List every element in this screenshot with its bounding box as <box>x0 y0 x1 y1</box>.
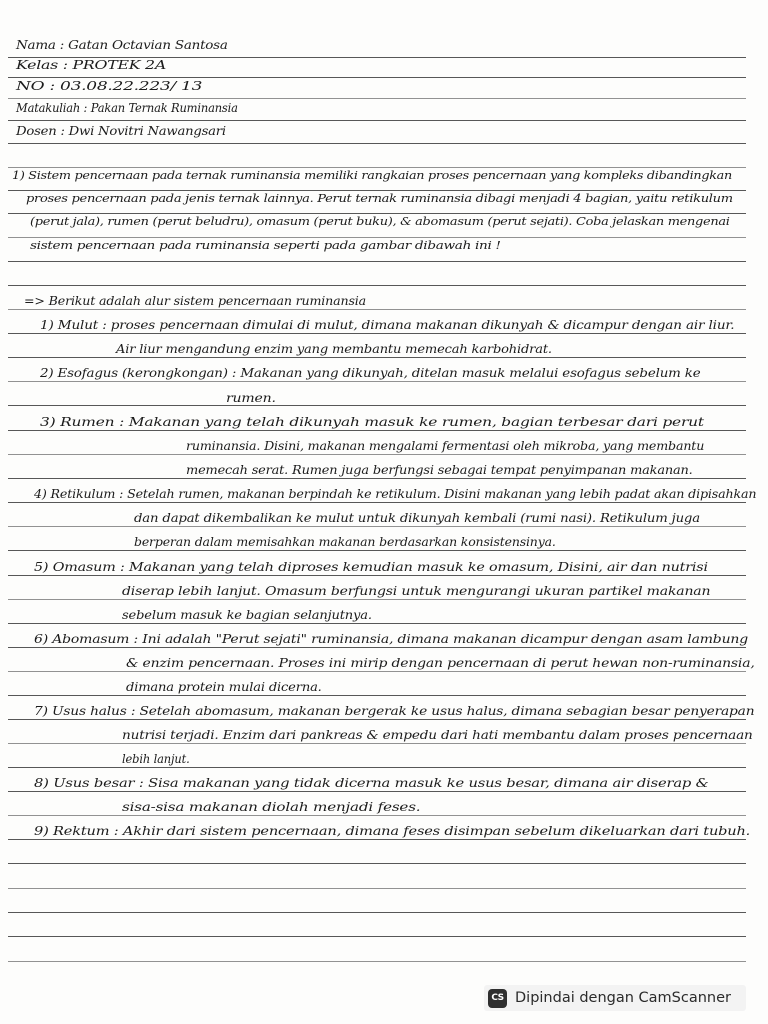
ruled-line <box>8 743 746 744</box>
ruled-line <box>8 719 746 720</box>
answer-line: 9) Rektum : Akhir dari sistem pencernaan, dimana feses disimpan sebelum dikeluarkan dari tubuh. <box>34 824 751 838</box>
answer-intro: => Berikut adalah alur sistem pencernaan ruminansia <box>24 294 367 308</box>
ruled-line <box>8 357 746 358</box>
ruled-line <box>8 285 746 286</box>
answer-line: 1) Mulut : proses pencernaan dimulai di mulut, dimana makanan dikunyah & dicampur dengan air liur. <box>40 318 735 332</box>
ruled-line <box>8 936 746 937</box>
ruled-line <box>8 167 746 168</box>
ruled-line <box>8 333 746 334</box>
answer-line: 8) Usus besar : Sisa makanan yang tidak dicerna masuk ke usus besar, dimana air diserap & <box>34 776 709 790</box>
answer-line: 5) Omasum : Makanan yang telah diproses kemudian masuk ke omasum, Disini, air dan nutrisi <box>34 560 708 574</box>
ruled-line <box>8 98 746 99</box>
student-class: Kelas : PROTEK 2A <box>16 58 166 72</box>
ruled-line <box>8 405 746 406</box>
ruled-line <box>8 381 746 382</box>
ruled-line <box>8 912 746 913</box>
course-name: Matakuliah : Pakan Ternak Ruminansia <box>16 101 238 115</box>
answer-line: 7) Usus halus : Setelah abomasum, makanan bergerak ke usus halus, dimana sebagian besar penyerapan <box>34 704 755 718</box>
ruled-line <box>8 623 746 624</box>
ruled-line <box>8 550 746 551</box>
ruled-line <box>8 599 746 600</box>
ruled-line <box>8 143 746 144</box>
answer-line: lebih lanjut. <box>122 752 190 766</box>
ruled-line <box>8 526 746 527</box>
ruled-line <box>8 671 746 672</box>
question-line: 1) Sistem pencernaan pada ternak ruminansia memiliki rangkaian proses pencernaan yang kompleks dibandingkan <box>12 169 732 182</box>
answer-line: Air liur mengandung enzim yang membantu memecah karbohidrat. <box>116 342 552 356</box>
ruled-line <box>8 502 746 503</box>
ruled-line <box>8 575 746 576</box>
answer-line: 3) Rumen : Makanan yang telah dikunyah masuk ke rumen, bagian terbesar dari perut <box>40 415 704 429</box>
ruled-line <box>8 454 746 455</box>
ruled-line <box>8 77 746 78</box>
ruled-line <box>8 213 746 214</box>
camscanner-logo: CS <box>488 989 507 1008</box>
ruled-line <box>8 120 746 121</box>
ruled-line <box>8 309 746 310</box>
question-line: (perut jala), rumen (perut beludru), omasum (perut buku), & abomasum (perut sejati). Coba jelaskan mengenai <box>30 215 730 228</box>
answer-line: nutrisi terjadi. Enzim dari pankreas & empedu dari hati membantu dalam proses pencernaan <box>122 728 753 742</box>
answer-line: 6) Abomasum : Ini adalah "Perut sejati" ruminansia, dimana makanan dicampur dengan asam lambung <box>34 632 748 646</box>
answer-line: rumen. <box>226 391 276 405</box>
watermark-text: Dipindai dengan CamScanner <box>515 990 732 1006</box>
answer-line: sisa-sisa makanan diolah menjadi feses. <box>122 800 421 814</box>
student-name: Nama : Gatan Octavian Santosa <box>16 38 228 52</box>
student-number: NO : 03.08.22.223/ 13 <box>16 79 203 93</box>
ruled-line <box>8 237 746 238</box>
ruled-line <box>8 430 746 431</box>
ruled-line <box>8 261 746 262</box>
answer-line: sebelum masuk ke bagian selanjutnya. <box>122 608 372 622</box>
ruled-line <box>8 478 746 479</box>
answer-line: dimana protein mulai dicerna. <box>126 680 322 694</box>
question-line: sistem pencernaan pada ruminansia seperti pada gambar dibawah ini ! <box>30 239 501 252</box>
ruled-line <box>8 815 746 816</box>
answer-line: dan dapat dikembalikan ke mulut untuk dikunyah kembali (rumi nasi). Retikulum juga <box>134 511 700 525</box>
ruled-line <box>8 190 746 191</box>
ruled-line <box>8 791 746 792</box>
ruled-line <box>8 839 746 840</box>
answer-line: 4) Retikulum : Setelah rumen, makanan berpindah ke retikulum. Disini makanan yang lebih padat akan dipisahkan <box>34 487 757 501</box>
question-line: proses pencernaan pada jenis ternak lainnya. Perut ternak ruminansia dibagi menjadi 4 bagian, yaitu retikulum <box>26 192 733 205</box>
ruled-line <box>8 767 746 768</box>
ruled-line <box>8 888 746 889</box>
camscanner-watermark <box>484 985 746 1011</box>
answer-line: diserap lebih lanjut. Omasum berfungsi untuk mengurangi ukuran partikel makanan <box>122 584 711 598</box>
lecturer-name: Dosen : Dwi Novitri Nawangsari <box>16 124 226 138</box>
ruled-line <box>8 961 746 962</box>
ruled-line <box>8 863 746 864</box>
answer-line: memecah serat. Rumen juga berfungsi sebagai tempat penyimpanan makanan. <box>186 463 693 477</box>
answer-line: & enzim pencernaan. Proses ini mirip dengan pencernaan di perut hewan non-ruminansia, <box>126 656 755 670</box>
answer-line: 2) Esofagus (kerongkongan) : Makanan yang dikunyah, ditelan masuk melalui esofagus sebelum ke <box>40 366 701 380</box>
answer-line: berperan dalam memisahkan makanan berdasarkan konsistensinya. <box>134 535 556 549</box>
ruled-line <box>8 647 746 648</box>
ruled-line <box>8 695 746 696</box>
answer-line: ruminansia. Disini, makanan mengalami fermentasi oleh mikroba, yang membantu <box>186 439 705 453</box>
